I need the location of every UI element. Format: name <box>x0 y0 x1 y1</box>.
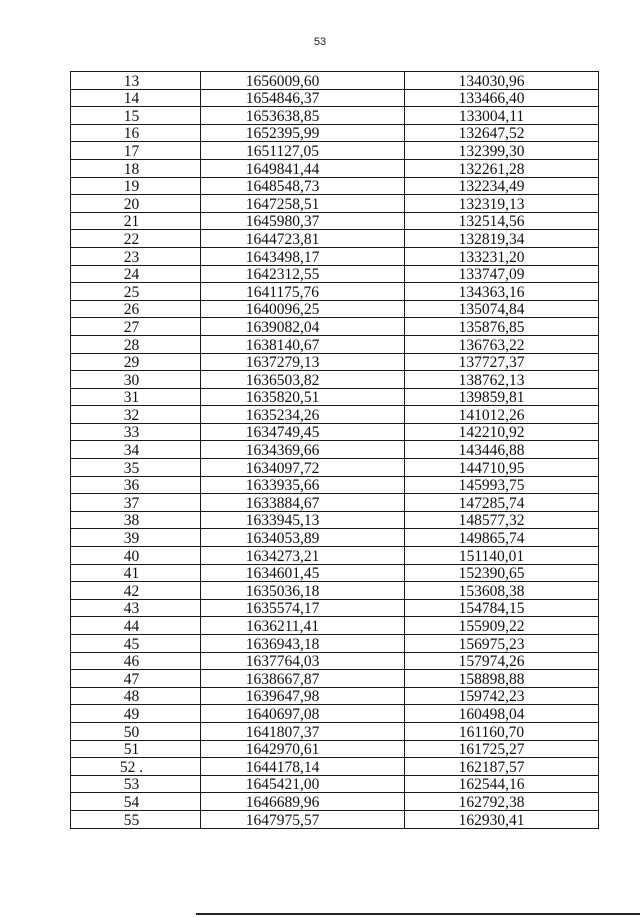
table-row <box>71 406 599 424</box>
point-number-cell: 30 <box>71 371 201 389</box>
point-number-cell: 47 <box>71 670 201 688</box>
y-coordinate-cell: 132514,56 <box>405 212 599 230</box>
point-number-cell: 52 . <box>71 758 201 776</box>
point-number-cell: 41 <box>71 564 201 582</box>
y-coordinate-cell: 132234,49 <box>405 177 599 195</box>
y-coordinate-cell: 134363,16 <box>405 283 599 301</box>
table-row <box>71 547 599 565</box>
table-row <box>71 107 599 125</box>
point-number-cell: 35 <box>71 459 201 477</box>
y-coordinate-cell: 156975,23 <box>405 635 599 653</box>
x-coordinate-cell: 1641807,37 <box>201 722 405 740</box>
y-coordinate-cell: 153608,38 <box>405 582 599 600</box>
table-row <box>71 195 599 213</box>
y-coordinate-cell: 157974,26 <box>405 652 599 670</box>
x-coordinate-cell: 1634097,72 <box>201 459 405 477</box>
x-coordinate-cell: 1646689,96 <box>201 793 405 811</box>
table-row <box>71 670 599 688</box>
y-coordinate-cell: 135876,85 <box>405 318 599 336</box>
table-row <box>71 247 599 265</box>
y-coordinate-cell: 162930,41 <box>405 810 599 828</box>
point-number-cell: 44 <box>71 617 201 635</box>
y-coordinate-cell: 162187,57 <box>405 758 599 776</box>
y-coordinate-cell: 162544,16 <box>405 775 599 793</box>
y-coordinate-cell: 162792,38 <box>405 793 599 811</box>
point-number-cell: 25 <box>71 283 201 301</box>
point-number-cell: 29 <box>71 353 201 371</box>
x-coordinate-cell: 1633945,13 <box>201 511 405 529</box>
y-coordinate-cell: 158898,88 <box>405 670 599 688</box>
point-number-cell: 21 <box>71 212 201 230</box>
point-number-cell: 32 <box>71 406 201 424</box>
table-row <box>71 283 599 301</box>
point-number-cell: 42 <box>71 582 201 600</box>
table-row <box>71 300 599 318</box>
point-number-cell: 16 <box>71 124 201 142</box>
y-coordinate-cell: 132261,28 <box>405 159 599 177</box>
table-row <box>71 388 599 406</box>
table-row <box>71 335 599 353</box>
y-coordinate-cell: 152390,65 <box>405 564 599 582</box>
table-row <box>71 230 599 248</box>
x-coordinate-cell: 1635036,18 <box>201 582 405 600</box>
point-number-cell: 22 <box>71 230 201 248</box>
y-coordinate-cell: 134030,96 <box>405 72 599 90</box>
y-coordinate-cell: 143446,88 <box>405 441 599 459</box>
coordinates-table-body <box>71 72 599 829</box>
y-coordinate-cell: 133231,20 <box>405 247 599 265</box>
x-coordinate-cell: 1642312,55 <box>201 265 405 283</box>
table-row <box>71 599 599 617</box>
y-coordinate-cell: 133004,11 <box>405 107 599 125</box>
y-coordinate-cell: 149865,74 <box>405 529 599 547</box>
point-number-cell: 23 <box>71 247 201 265</box>
x-coordinate-cell: 1639647,98 <box>201 687 405 705</box>
point-number-cell: 45 <box>71 635 201 653</box>
x-coordinate-cell: 1652395,99 <box>201 124 405 142</box>
table-row <box>71 705 599 723</box>
table-row <box>71 494 599 512</box>
y-coordinate-cell: 161725,27 <box>405 740 599 758</box>
x-coordinate-cell: 1638140,67 <box>201 335 405 353</box>
table-row <box>71 617 599 635</box>
x-coordinate-cell: 1651127,05 <box>201 142 405 160</box>
page-number: 53 <box>313 36 327 48</box>
x-coordinate-cell: 1636503,82 <box>201 371 405 389</box>
x-coordinate-cell: 1641175,76 <box>201 283 405 301</box>
table-row <box>71 582 599 600</box>
y-coordinate-cell: 160498,04 <box>405 705 599 723</box>
point-number-cell: 14 <box>71 89 201 107</box>
point-number-cell: 46 <box>71 652 201 670</box>
point-number-cell: 19 <box>71 177 201 195</box>
point-number-cell: 20 <box>71 195 201 213</box>
point-number-cell: 36 <box>71 476 201 494</box>
point-number-cell: 49 <box>71 705 201 723</box>
x-coordinate-cell: 1634273,21 <box>201 547 405 565</box>
y-coordinate-cell: 154784,15 <box>405 599 599 617</box>
point-number-cell: 39 <box>71 529 201 547</box>
y-coordinate-cell: 159742,23 <box>405 687 599 705</box>
x-coordinate-cell: 1636211,41 <box>201 617 405 635</box>
table-row <box>71 159 599 177</box>
x-coordinate-cell: 1644723,81 <box>201 230 405 248</box>
point-number-cell: 54 <box>71 793 201 811</box>
table-row <box>71 142 599 160</box>
table-row <box>71 423 599 441</box>
x-coordinate-cell: 1634601,45 <box>201 564 405 582</box>
x-coordinate-cell: 1635234,26 <box>201 406 405 424</box>
y-coordinate-cell: 133466,40 <box>405 89 599 107</box>
y-coordinate-cell: 148577,32 <box>405 511 599 529</box>
x-coordinate-cell: 1633935,66 <box>201 476 405 494</box>
x-coordinate-cell: 1653638,85 <box>201 107 405 125</box>
x-coordinate-cell: 1634053,89 <box>201 529 405 547</box>
table-row <box>71 564 599 582</box>
x-coordinate-cell: 1643498,17 <box>201 247 405 265</box>
y-coordinate-cell: 151140,01 <box>405 547 599 565</box>
table-row <box>71 265 599 283</box>
y-coordinate-cell: 161160,70 <box>405 722 599 740</box>
x-coordinate-cell: 1645980,37 <box>201 212 405 230</box>
x-coordinate-cell: 1634369,66 <box>201 441 405 459</box>
table-row <box>71 652 599 670</box>
x-coordinate-cell: 1636943,18 <box>201 635 405 653</box>
y-coordinate-cell: 135074,84 <box>405 300 599 318</box>
x-coordinate-cell: 1635820,51 <box>201 388 405 406</box>
x-coordinate-cell: 1637279,13 <box>201 353 405 371</box>
y-coordinate-cell: 133747,09 <box>405 265 599 283</box>
table-row <box>71 353 599 371</box>
point-number-cell: 43 <box>71 599 201 617</box>
point-number-cell: 51 <box>71 740 201 758</box>
table-row <box>71 318 599 336</box>
table-row <box>71 212 599 230</box>
table-row <box>71 810 599 828</box>
table-row <box>71 89 599 107</box>
point-number-cell: 24 <box>71 265 201 283</box>
point-number-cell: 40 <box>71 547 201 565</box>
table-row <box>71 722 599 740</box>
point-number-cell: 37 <box>71 494 201 512</box>
table-row <box>71 177 599 195</box>
point-number-cell: 15 <box>71 107 201 125</box>
y-coordinate-cell: 141012,26 <box>405 406 599 424</box>
point-number-cell: 31 <box>71 388 201 406</box>
x-coordinate-cell: 1649841,44 <box>201 159 405 177</box>
y-coordinate-cell: 132399,30 <box>405 142 599 160</box>
point-number-cell: 48 <box>71 687 201 705</box>
y-coordinate-cell: 136763,22 <box>405 335 599 353</box>
table-row <box>71 793 599 811</box>
table-row <box>71 476 599 494</box>
y-coordinate-cell: 138762,13 <box>405 371 599 389</box>
table-row <box>71 441 599 459</box>
x-coordinate-cell: 1640697,08 <box>201 705 405 723</box>
table-row <box>71 635 599 653</box>
table-row <box>71 758 599 776</box>
point-number-cell: 34 <box>71 441 201 459</box>
x-coordinate-cell: 1639082,04 <box>201 318 405 336</box>
x-coordinate-cell: 1635574,17 <box>201 599 405 617</box>
y-coordinate-cell: 155909,22 <box>405 617 599 635</box>
x-coordinate-cell: 1647258,51 <box>201 195 405 213</box>
y-coordinate-cell: 132819,34 <box>405 230 599 248</box>
y-coordinate-cell: 144710,95 <box>405 459 599 477</box>
point-number-cell: 50 <box>71 722 201 740</box>
x-coordinate-cell: 1647975,57 <box>201 810 405 828</box>
table-row <box>71 371 599 389</box>
point-number-cell: 38 <box>71 511 201 529</box>
y-coordinate-cell: 132319,13 <box>405 195 599 213</box>
y-coordinate-cell: 139859,81 <box>405 388 599 406</box>
x-coordinate-cell: 1640096,25 <box>201 300 405 318</box>
point-number-cell: 53 <box>71 775 201 793</box>
x-coordinate-cell: 1637764,03 <box>201 652 405 670</box>
table-row <box>71 687 599 705</box>
point-number-cell: 17 <box>71 142 201 160</box>
table-row <box>71 124 599 142</box>
point-number-cell: 27 <box>71 318 201 336</box>
x-coordinate-cell: 1633884,67 <box>201 494 405 512</box>
point-number-cell: 26 <box>71 300 201 318</box>
x-coordinate-cell: 1654846,37 <box>201 89 405 107</box>
table-row <box>71 740 599 758</box>
y-coordinate-cell: 137727,37 <box>405 353 599 371</box>
coordinates-table <box>70 71 599 829</box>
x-coordinate-cell: 1638667,87 <box>201 670 405 688</box>
table-row <box>71 775 599 793</box>
table-row <box>71 529 599 547</box>
point-number-cell: 28 <box>71 335 201 353</box>
y-coordinate-cell: 132647,52 <box>405 124 599 142</box>
table-row <box>71 459 599 477</box>
table-row <box>71 511 599 529</box>
x-coordinate-cell: 1656009,60 <box>201 72 405 90</box>
table-row <box>71 72 599 90</box>
point-number-cell: 18 <box>71 159 201 177</box>
point-number-cell: 55 <box>71 810 201 828</box>
x-coordinate-cell: 1648548,73 <box>201 177 405 195</box>
point-number-cell: 33 <box>71 423 201 441</box>
bottom-edge-line <box>196 913 640 915</box>
x-coordinate-cell: 1634749,45 <box>201 423 405 441</box>
y-coordinate-cell: 145993,75 <box>405 476 599 494</box>
point-number-cell: 13 <box>71 72 201 90</box>
y-coordinate-cell: 142210,92 <box>405 423 599 441</box>
x-coordinate-cell: 1645421,00 <box>201 775 405 793</box>
x-coordinate-cell: 1642970,61 <box>201 740 405 758</box>
x-coordinate-cell: 1644178,14 <box>201 758 405 776</box>
y-coordinate-cell: 147285,74 <box>405 494 599 512</box>
